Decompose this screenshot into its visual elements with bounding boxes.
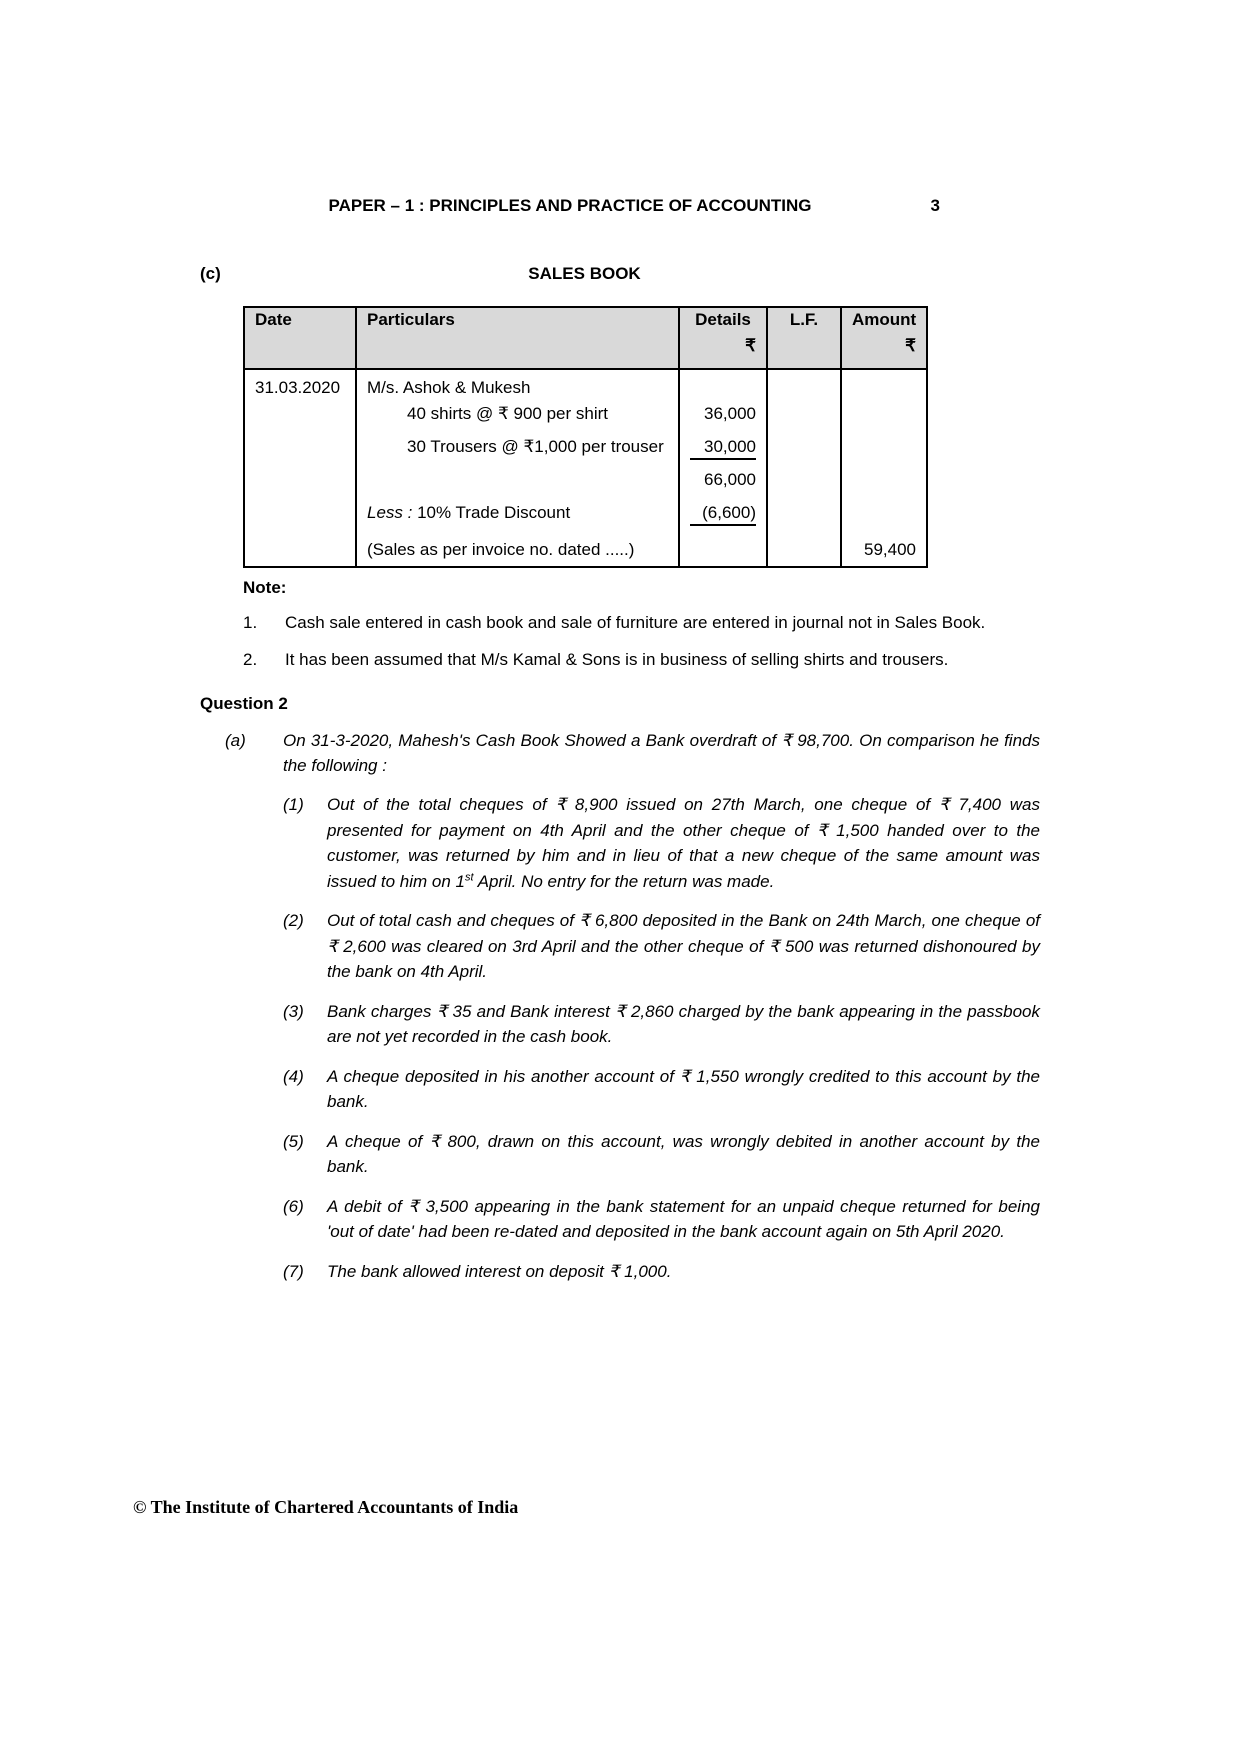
details-subtotal-underlined: 30,000 bbox=[690, 437, 756, 460]
section-label: (c) bbox=[200, 264, 221, 283]
lf-cell bbox=[767, 501, 841, 534]
item-text: Bank charges ₹ 35 and Bank interest ₹ 2,860 charged by the bank appearing in the passbook are not yet recorded in the cash book. bbox=[327, 1001, 1040, 1046]
item-number: (7) bbox=[283, 1261, 304, 1281]
item-number: (6) bbox=[283, 1196, 304, 1216]
sales-book-title: SALES BOOK bbox=[528, 264, 641, 283]
note-item-number: 1. bbox=[243, 613, 258, 632]
particulars-cell bbox=[356, 501, 679, 534]
table-row bbox=[244, 468, 927, 501]
question-item bbox=[283, 1259, 1040, 1285]
table-row bbox=[244, 402, 927, 435]
particulars-text: 10% Trade Discount bbox=[417, 503, 571, 522]
table-row bbox=[244, 501, 927, 534]
particulars-cell bbox=[356, 402, 679, 435]
footer-copyright: © The Institute of Chartered Accountants of India bbox=[133, 1497, 519, 1517]
details-cell bbox=[679, 534, 767, 567]
note-item bbox=[243, 610, 1040, 635]
question-item bbox=[283, 792, 1040, 894]
table-header-row bbox=[244, 307, 927, 369]
part-label: (a) bbox=[225, 731, 246, 750]
details-cell: 36,000 bbox=[679, 402, 767, 435]
lf-cell bbox=[767, 468, 841, 501]
particulars-cell: (Sales as per invoice no. dated .....) bbox=[356, 534, 679, 567]
item-text-part: April. No entry for the return was made. bbox=[473, 871, 775, 891]
lf-cell bbox=[767, 369, 841, 402]
page-header bbox=[200, 196, 940, 222]
sales-book-section-heading bbox=[200, 264, 1040, 290]
particulars-text: 40 shirts @ ₹ 900 per shirt bbox=[407, 404, 608, 423]
question-item bbox=[283, 999, 1040, 1050]
question-part-a bbox=[225, 728, 1040, 778]
note-item-number: 2. bbox=[243, 650, 258, 669]
ordinal-superscript: st bbox=[464, 870, 474, 883]
amount-cell bbox=[841, 468, 927, 501]
page-number: 3 bbox=[930, 196, 940, 215]
sales-book-table bbox=[243, 306, 928, 568]
particulars-cell: M/s. Ashok & Mukesh bbox=[356, 369, 679, 402]
note-item-text: It has been assumed that M/s Kamal & Sons is in business of selling shirts and trousers. bbox=[285, 650, 949, 669]
particulars-cell bbox=[356, 468, 679, 501]
details-label: Details bbox=[695, 310, 751, 329]
date-cell: 31.03.2020 bbox=[244, 369, 356, 402]
item-text: The bank allowed interest on deposit ₹ 1,000. bbox=[327, 1261, 672, 1281]
item-text: A cheque deposited in his another account of ₹ 1,550 wrongly credited to this account by the bank. bbox=[327, 1066, 1040, 1111]
details-cell bbox=[679, 369, 767, 402]
date-cell bbox=[244, 501, 356, 534]
date-cell bbox=[244, 402, 356, 435]
date-cell bbox=[244, 468, 356, 501]
question-item bbox=[283, 1064, 1040, 1115]
item-text: A cheque of ₹ 800, drawn on this account, was wrongly debited in another account by the bank. bbox=[327, 1131, 1040, 1176]
page-content bbox=[200, 196, 1040, 1284]
question-item bbox=[283, 1194, 1040, 1245]
item-text: Out of total cash and cheques of ₹ 6,800 deposited in the Bank on 24th March, one cheque of ₹ 2,600 was cleared on 3rd April and the other cheque of ₹ 500 was returned dishonoured by the bank on 4th April. bbox=[327, 911, 1040, 981]
table-row bbox=[244, 435, 927, 468]
item-number: (5) bbox=[283, 1131, 304, 1151]
item-number: (4) bbox=[283, 1066, 304, 1086]
item-text: A debit of ₹ 3,500 appearing in the bank statement for an unpaid cheque returned for being 'out of date' had been re-dated and deposited in the bank account again on 5th April 2020. bbox=[327, 1196, 1040, 1241]
lf-cell bbox=[767, 435, 841, 468]
note-item bbox=[243, 647, 1040, 672]
question-title: Question 2 bbox=[200, 694, 288, 713]
column-header-details bbox=[679, 307, 767, 369]
date-cell bbox=[244, 534, 356, 567]
lf-cell bbox=[767, 402, 841, 435]
details-currency-symbol: ₹ bbox=[745, 336, 756, 355]
details-cell bbox=[679, 501, 767, 534]
item-number: (1) bbox=[283, 795, 304, 814]
details-discount-underlined: (6,600) bbox=[690, 503, 756, 526]
details-cell: 66,000 bbox=[679, 468, 767, 501]
table-row bbox=[244, 534, 927, 567]
lf-cell bbox=[767, 534, 841, 567]
part-intro-text: On 31-3-2020, Mahesh's Cash Book Showed a Bank overdraft of ₹ 98,700. On comparison he finds the following : bbox=[283, 731, 1040, 775]
amount-cell bbox=[841, 435, 927, 468]
item-number: (2) bbox=[283, 911, 304, 930]
column-header-amount bbox=[841, 307, 927, 369]
amount-currency-symbol: ₹ bbox=[905, 336, 916, 355]
item-text-part: Out of the total cheques of ₹ 8,900 issued on 27th March, one cheque of ₹ 7,400 was presented for payment on 4th April and the other cheque of ₹ 1,500 handed over to the customer, was returned by him and in lieu of that a new cheque of the same amount was issued to him on 1 bbox=[327, 795, 1040, 891]
note-item-text: Cash sale entered in cash book and sale of furniture are entered in journal not in Sales Book. bbox=[285, 613, 986, 632]
table-row bbox=[244, 369, 927, 402]
details-cell bbox=[679, 435, 767, 468]
question-item bbox=[283, 1129, 1040, 1180]
less-label: Less : bbox=[367, 503, 413, 522]
column-header-particulars: Particulars bbox=[356, 307, 679, 369]
question-item bbox=[283, 908, 1040, 985]
particulars-cell bbox=[356, 435, 679, 468]
page-header-title: PAPER – 1 : PRINCIPLES AND PRACTICE OF ACCOUNTING bbox=[328, 196, 812, 215]
column-header-lf: L.F. bbox=[767, 307, 841, 369]
amount-cell: 59,400 bbox=[841, 534, 927, 567]
particulars-text: 30 Trousers @ ₹1,000 per trouser bbox=[407, 437, 664, 456]
amount-cell bbox=[841, 501, 927, 534]
date-cell bbox=[244, 435, 356, 468]
item-number: (3) bbox=[283, 1001, 304, 1021]
note-label: Note: bbox=[243, 578, 287, 597]
amount-cell bbox=[841, 402, 927, 435]
amount-cell bbox=[841, 369, 927, 402]
column-header-date: Date bbox=[244, 307, 356, 369]
amount-label: Amount bbox=[852, 310, 917, 329]
item-text bbox=[327, 792, 1040, 894]
